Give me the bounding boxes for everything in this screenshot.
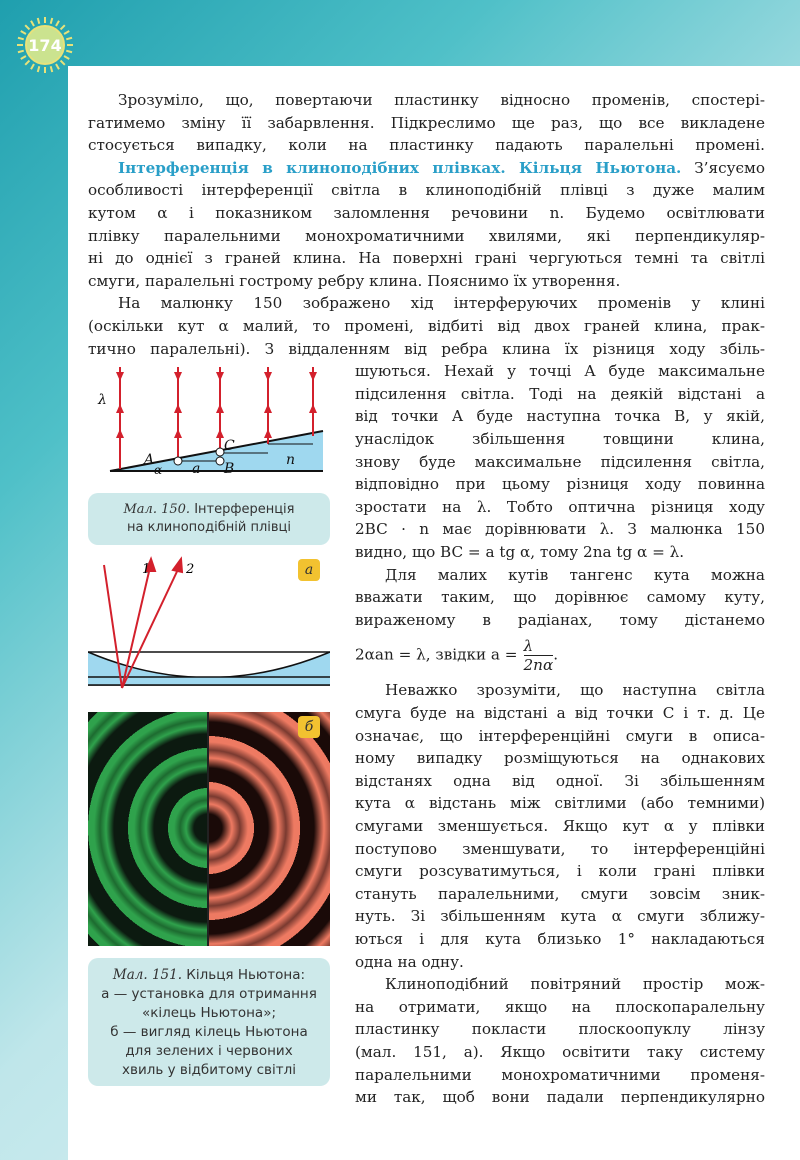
caption-text: Кільця Ньютона:: [182, 967, 306, 983]
text-line: (мал. 151, a). Якщо освітити таку систему: [355, 1043, 765, 1061]
caption-label: Мал. 151.: [112, 967, 183, 983]
text-line: поступово зменшувати, то інтерференційні: [355, 839, 765, 858]
numerator: λ: [523, 637, 534, 656]
ray-arrow: [309, 372, 317, 381]
ray-arrow: [264, 404, 272, 413]
text-line: ються і для кута близько 1° накладаються: [355, 930, 765, 948]
text-line: означає, що інтерференційні смуги в описа-: [355, 726, 765, 745]
formula-line: [355, 637, 765, 677]
green-rings-half: [88, 712, 208, 946]
text-line: пластинку покласти плоскоопуклу лінзу: [355, 1020, 765, 1039]
text-line: гатимемо зміну її забарвлення. Підкреслимо ще раз, що все викладене: [88, 113, 765, 132]
text-line: смуги розсуватимуться, і коли грані плівки: [355, 862, 765, 881]
text-line: тично паралельні). З віддаленням від ребра клина їх різниця ходу збіль-: [88, 339, 765, 358]
figure-tag-a: а: [298, 559, 320, 581]
text-line: кутом α і показником заломлення речовини n. Будемо освітлювати: [88, 204, 765, 222]
figure-tag-b: б: [298, 716, 320, 738]
figure-150: [88, 363, 330, 483]
text-line: Зрозуміло, що, повертаючи пластинку відносно променів, спостері-: [118, 91, 765, 109]
text-line: кута α відстань між світлими (або темними): [355, 794, 765, 813]
text-line: ми так, щоб вони падали перпендикулярно: [355, 1088, 765, 1107]
text-line: Неважко зрозуміти, що наступна світла: [385, 681, 765, 700]
ray-arrow: [264, 372, 272, 381]
text-line: стануть паралельними, смуги зовсім зник-: [355, 884, 765, 903]
fraction: [524, 637, 554, 674]
text-line: нуть. Зі збільшенням кута α смуги зближу-: [355, 907, 765, 926]
ray-arrow: [174, 404, 182, 413]
caption-label: Мал. 150.: [123, 502, 191, 517]
caption-text: Інтерференція: [190, 502, 295, 517]
text-fragment: З’ясуємо: [681, 158, 765, 177]
ray-arrow: [116, 372, 124, 381]
text-line: відстанях одна від одної. Зі збільшенням: [355, 771, 765, 790]
text-line: підсилення світла. Тоді на деякій відстані a: [355, 384, 765, 403]
point-c-label: C: [224, 438, 235, 454]
text-line: унаслідок збільшення товщини клина,: [355, 430, 765, 448]
divider: [207, 712, 209, 946]
point-a-label: A: [144, 452, 155, 468]
ray-arrow: [216, 404, 224, 413]
ray-2-label: 2: [186, 562, 195, 577]
ray-arrow: [309, 404, 317, 413]
ray-arrow: [216, 429, 224, 438]
text-line: На малюнку 150 зображено хід інтерферуючих променів у клині: [118, 294, 765, 313]
text-line: (оскільки кут α малий, то промені, відбиті від двох граней клина, прак-: [88, 317, 765, 335]
text-line: одна на одну.: [355, 952, 464, 971]
caption-text: а — установка для отримання: [101, 986, 317, 1002]
text-line: зростати на λ. Тобто оптична різниця ходу: [355, 497, 765, 516]
caption-text: для зелених і червоних: [125, 1043, 293, 1059]
index-n-label: n: [286, 452, 296, 468]
text-line: Для малих кутів тангенс кута можна: [385, 565, 765, 584]
text-line: ні до однієї з граней клина. На поверхні грані чергуються темні та світлі: [88, 249, 765, 268]
ray-arrow: [116, 429, 124, 438]
text-line: ному випадку розміщуються на однакових: [355, 749, 765, 768]
page-number: 174: [28, 36, 62, 55]
figure-151-caption: [88, 958, 330, 1086]
ray-arrow: [174, 372, 182, 381]
figure-150-caption: [88, 493, 330, 545]
red-rings-half: [208, 712, 330, 946]
text-line: [88, 157, 765, 180]
caption-text: «кілець Ньютона»;: [141, 1005, 277, 1021]
text-line: відповідно при цьому різниця ходу повинна: [355, 475, 765, 494]
formula-text: 2αan = λ, звідки a =: [355, 645, 518, 664]
text-line: знову буде максимальне підсилення світла,: [355, 452, 765, 471]
caption-text: на клиноподібній плівці: [127, 520, 291, 535]
figure-151a: [88, 555, 330, 703]
ray-arrow: [216, 372, 224, 381]
angle-alpha-label: α: [154, 463, 163, 477]
text-line: 2BC · n має дорівнювати λ. З малюнка 150: [355, 520, 765, 539]
page-number-badge: [15, 15, 75, 75]
caption-text: б — вигляд кілець Ньютона: [110, 1024, 308, 1040]
section-heading: Інтерференція в клиноподібних плівках. Кільця Ньютона.: [118, 158, 682, 177]
text-line: вважати таким, що дорівнює самому куту,: [355, 588, 765, 607]
lambda-label: λ: [98, 392, 107, 408]
ray-arrow: [116, 404, 124, 413]
ray-arrow: [174, 429, 182, 438]
text-line: вираженому в радіанах, тому дістанемо: [355, 610, 765, 629]
ray-arrow: [264, 429, 272, 438]
text-line: смугами зменшується. Якщо кут α у плівки: [355, 817, 765, 835]
text-line: особливості інтерференції світла в клиноподібній плівці з дуже малим: [88, 181, 765, 200]
text-line: стосується випадку, коли на пластинку падають паралельні промені.: [88, 136, 765, 155]
point-b-label: B: [224, 461, 235, 477]
text-line: смуги, паралельні гострому ребру клина. Пояснимо їх утворення.: [88, 271, 621, 290]
text-line: видно, що BC = a tg α, тому 2na tg α = λ.: [355, 543, 685, 561]
caption-text: хвиль у відбитому світлі: [122, 1062, 296, 1078]
distance-a-label: a: [192, 461, 201, 477]
denominator: 2nα: [523, 656, 554, 675]
text-line: смуга буде на відстані a від точки C і т. д. Це: [355, 704, 765, 722]
ray-1-label: 1: [142, 562, 151, 577]
text-fragment: .: [553, 645, 559, 664]
text-line: Клиноподібний повітряний простір мож-: [385, 975, 765, 994]
text-line: на отримати, якщо на плоскопаралельну: [355, 997, 765, 1016]
text-line: паралельними монохроматичними променя-: [355, 1065, 765, 1084]
figure-151b-newton-rings: [88, 712, 330, 946]
text-line: шуються. Нехай у точці A буде максимальне: [355, 362, 765, 381]
text-line: плівку паралельними монохроматичними хвилями, які перпендикуляр-: [88, 226, 765, 245]
text-line: від точки A буде наступна точка B, у якій,: [355, 407, 765, 426]
